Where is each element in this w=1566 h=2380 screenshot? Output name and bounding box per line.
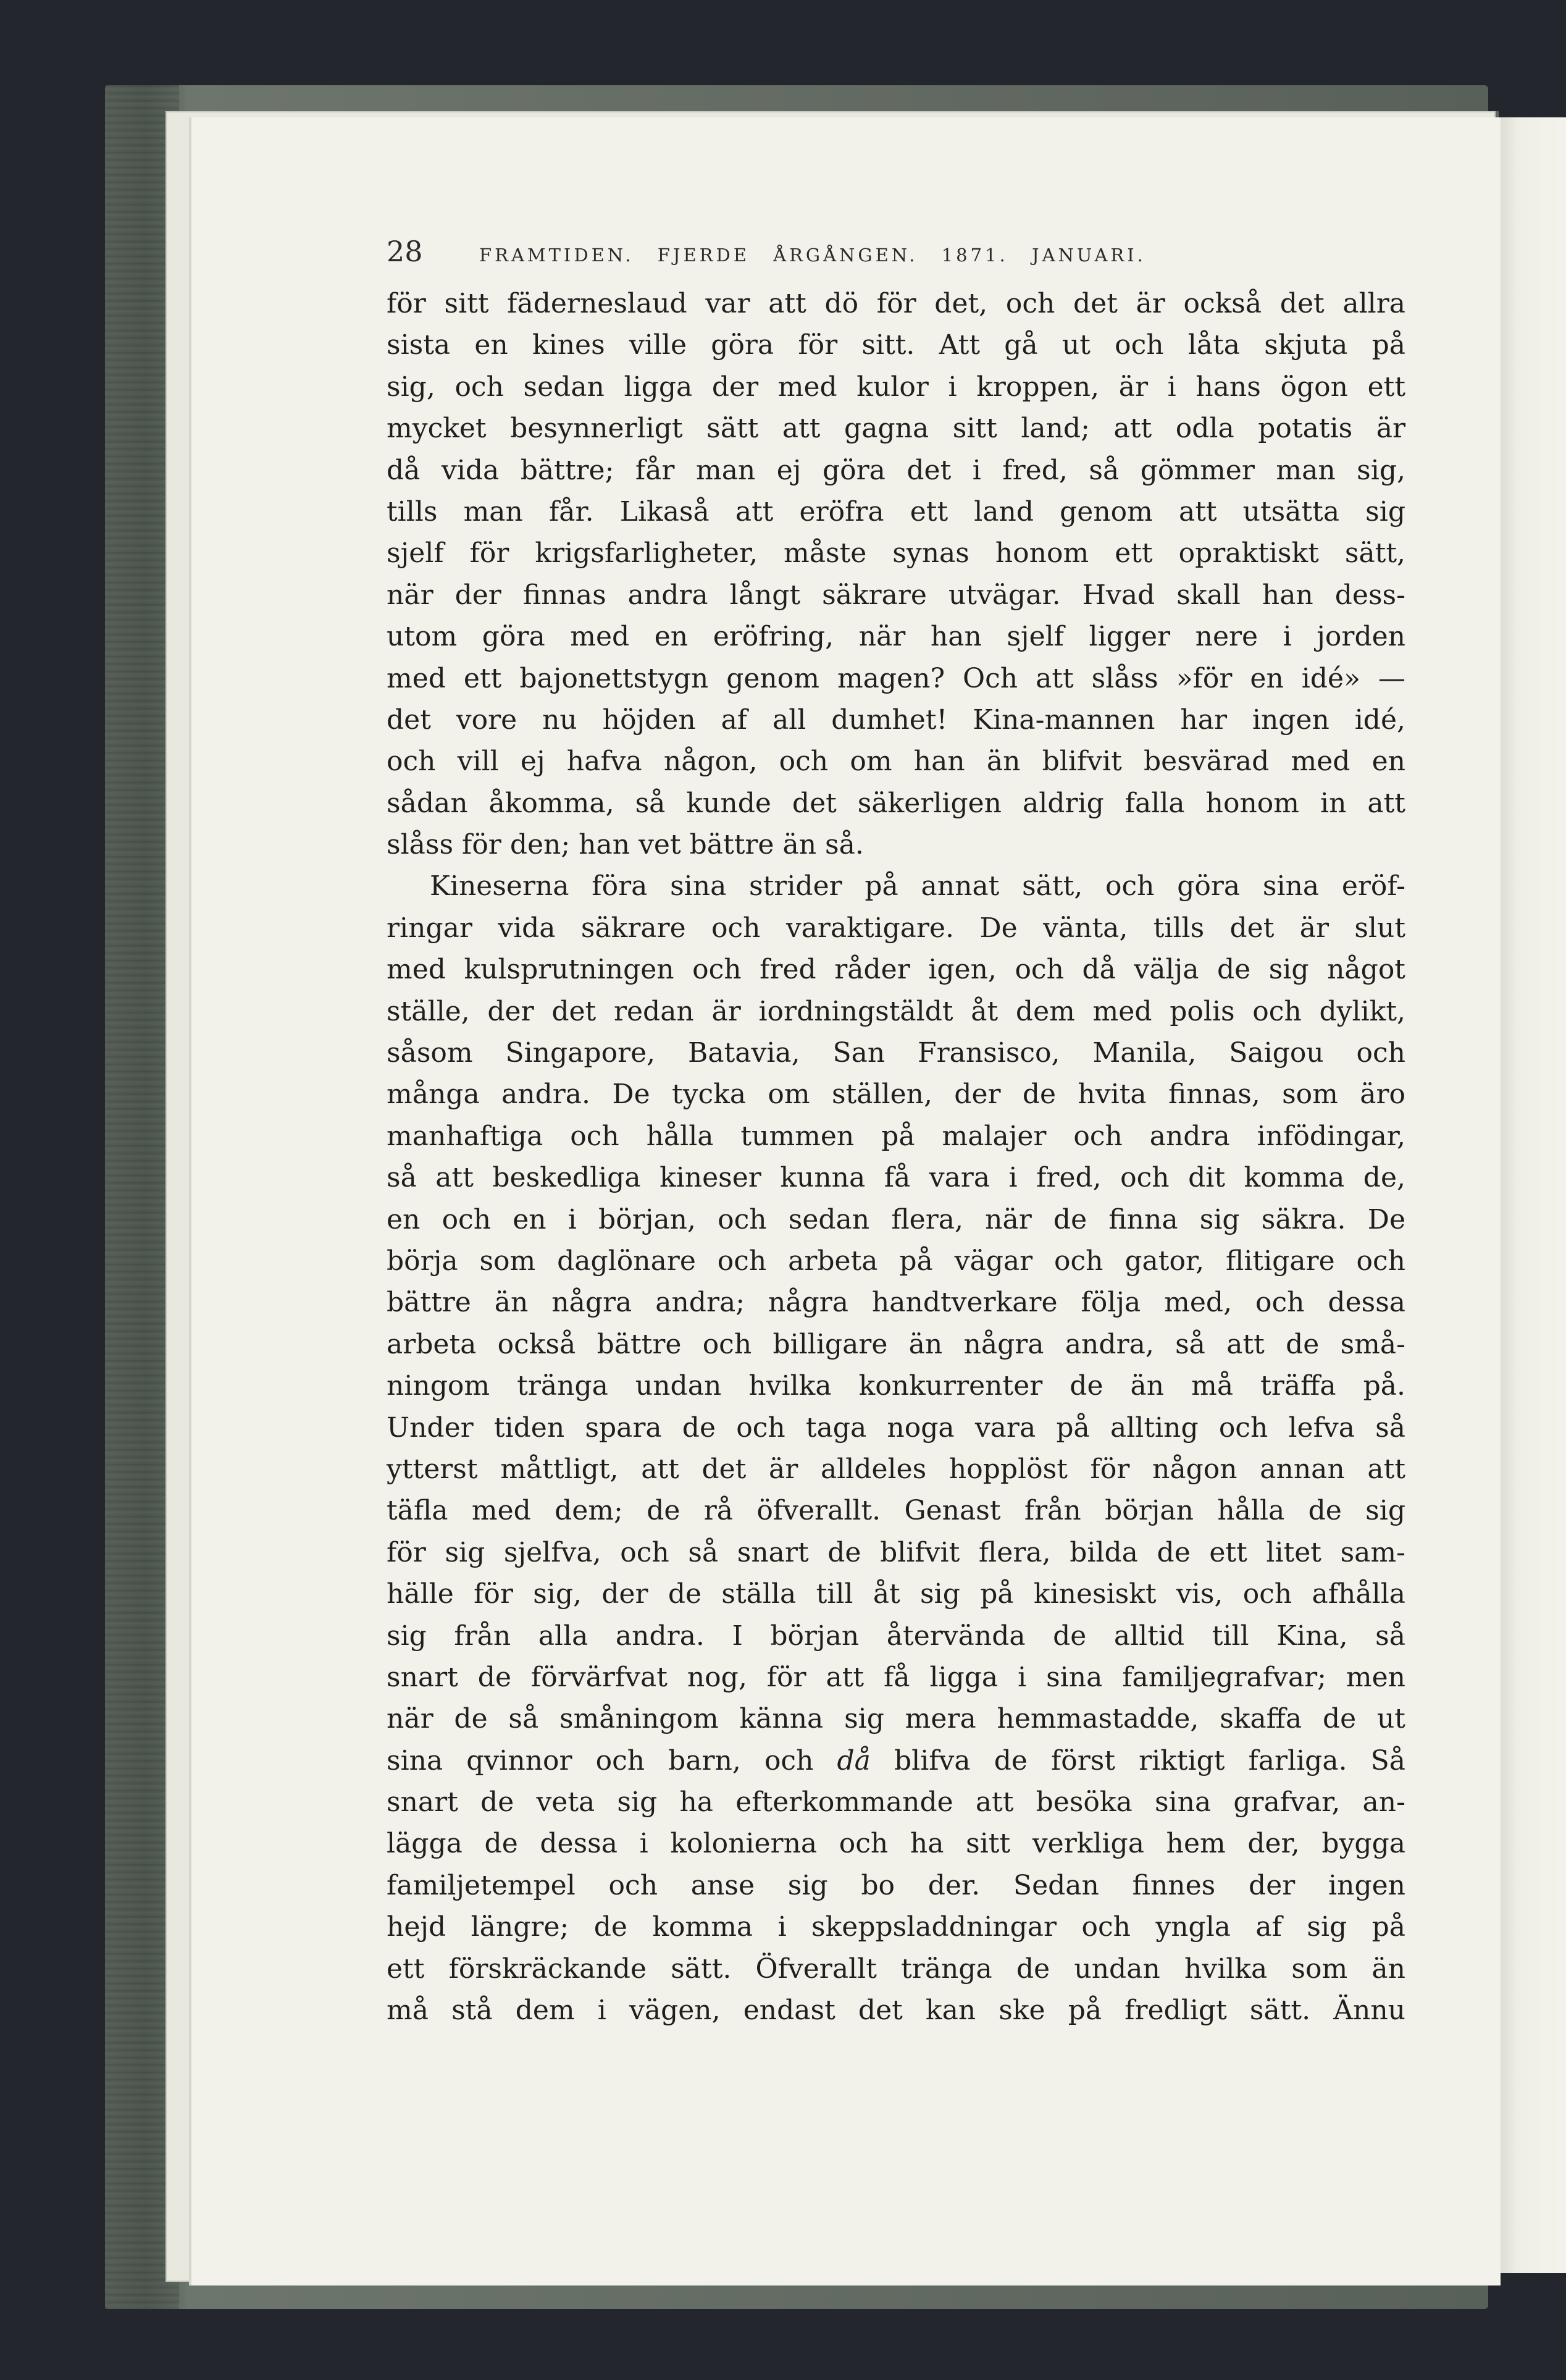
running-head — [387, 235, 1405, 272]
running-title: FRAMTIDEN. FJERDE ÅRGÅNGEN. 1871. JANUARI. — [479, 245, 1146, 266]
text-line: familjetempel och anse sig bo der. Sedan finnes der ingen — [387, 1869, 1405, 1901]
text-line: med kulsprutningen och fred råder igen, och då välja de sig något — [387, 954, 1405, 986]
text-line: snart de veta sig ha efterkommande att besöka sina grafvar, an- — [387, 1786, 1405, 1819]
text-line: bättre än några andra; några handtverkare följa med, och dessa — [387, 1287, 1405, 1319]
text-line: sista en kines ville göra för sitt. Att gå ut och låta skjuta på — [387, 329, 1405, 361]
book-page — [191, 117, 1501, 2285]
text-line: för sitt fäderneslaud var att dö för det, och det är också det allra — [387, 288, 1405, 319]
text-line: lägga de dessa i kolonierna och ha sitt verkliga hem der, bygga — [387, 1828, 1405, 1860]
facing-page — [1494, 117, 1566, 2273]
text-line: så att beskedliga kineser kunna få vara i fred, och dit komma de, — [387, 1162, 1405, 1194]
text-line: mycket besynnerligt sätt att gagna sitt land; att odla potatis är — [387, 413, 1405, 445]
text-line: sådan åkomma, så kunde det säkerligen aldrig falla honom in att — [387, 787, 1405, 819]
text-line-with-italic — [387, 1740, 1405, 1781]
text-segment: blifva de först riktigt farliga. Så — [894, 1744, 1405, 1777]
text-line: sig, och sedan ligga der med kulor i kroppen, är i hans ögon ett — [387, 371, 1405, 403]
text-line: täfla med dem; de rå öfverallt. Genast från början hålla de sig — [387, 1495, 1405, 1527]
text-line: då vida bättre; får man ej göra det i fred, så gömmer man sig, — [387, 454, 1405, 486]
text-line: såsom Singapore, Batavia, San Fransisco, Manila, Saigou och — [387, 1037, 1405, 1069]
text-line: när de så småningom känna sig mera hemmastadde, skaffa de ut — [387, 1703, 1405, 1735]
text-line: sig från alla andra. I början återvända de alltid till Kina, så — [387, 1620, 1405, 1652]
text-line: hejd längre; de komma i skeppsladdningar och yngla af sig på — [387, 1911, 1405, 1943]
text-line: när der finnas andra långt säkrare utvägar. Hvad skall han dess- — [387, 579, 1405, 611]
body-text — [387, 283, 1405, 2031]
text-line: ställe, der det redan är iordningstäldt åt dem med polis och dylikt, — [387, 995, 1405, 1027]
text-line: ett förskräckande sätt. Öfverallt tränga de undan hvilka som än — [387, 1953, 1405, 1985]
page-number: 28 — [387, 235, 423, 268]
text-line: börja som daglönare och arbeta på vägar och gator, flitigare och — [387, 1245, 1405, 1277]
page-content — [387, 235, 1405, 2031]
text-line: må stå dem i vägen, endast det kan ske på fredligt sätt. Ännu — [387, 1995, 1405, 2027]
text-segment: sina qvinnor och barn, och — [387, 1744, 814, 1777]
text-line: tills man får. Likaså att eröfra ett land genom att utsätta sig — [387, 495, 1405, 528]
text-line: hälle för sig, der de ställa till åt sig på kinesiskt vis, och afhålla — [387, 1578, 1405, 1610]
text-line: för sig sjelfva, och så snart de blifvit flera, bilda de ett litet sam- — [387, 1536, 1405, 1568]
text-line: arbeta också bättre och billigare än några andra, så att de små- — [387, 1328, 1405, 1360]
italic-word: då — [837, 1744, 871, 1777]
text-line: Under tiden spara de och taga noga vara på allting och lefva så — [387, 1411, 1405, 1444]
text-line: ringar vida säkrare och varaktigare. De vänta, tills det är slut — [387, 912, 1405, 944]
text-line: många andra. De tycka om ställen, der de hvita finnas, som äro — [387, 1079, 1405, 1111]
text-line: en och en i början, och sedan flera, när de finna sig säkra. De — [387, 1203, 1405, 1235]
text-line: och vill ej hafva någon, och om han än blifvit besvärad med en — [387, 746, 1405, 778]
text-line: slåss för den; han vet bättre än så. — [387, 829, 864, 861]
text-line: Kineserna föra sina strider på annat sätt, och göra sina eröf- — [430, 870, 1405, 902]
text-line: med ett bajonettstygn genom magen? Och att slåss »för en idé» — — [387, 662, 1405, 694]
text-line: ningom tränga undan hvilka konkurrenter de än må träffa på. — [387, 1370, 1405, 1402]
text-line: sjelf för krigsfarligheter, måste synas honom ett opraktiskt sätt, — [387, 537, 1405, 570]
text-line: utom göra med en eröfring, när han sjelf ligger nere i jorden — [387, 621, 1405, 653]
text-line: ytterst måttligt, att det är alldeles hopplöst för någon annan att — [387, 1453, 1405, 1485]
text-line: manhaftiga och hålla tummen på malajer och andra infödingar, — [387, 1120, 1405, 1152]
text-line: det vore nu höjden af all dumhet! Kina-mannen har ingen idé, — [387, 704, 1405, 736]
text-line: snart de förvärfvat nog, för att få ligga i sina familjegrafvar; men — [387, 1661, 1405, 1693]
